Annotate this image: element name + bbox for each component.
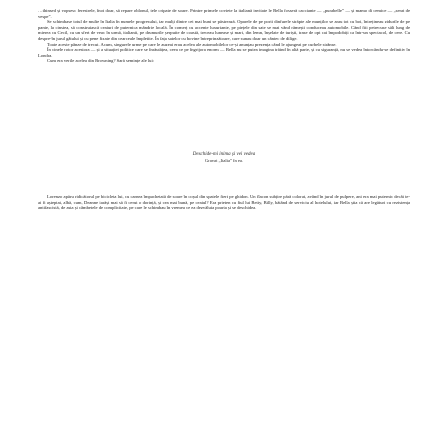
- paragraph: În cinele rotor acestora — și a situației politice care se înrăutățea, ceea ce pe îngrijora enorm — Bella nu se putea imagina trăind în altă parte, și cu siguranță, nu se vedea întorcându-se definitiv în Londra.: [38, 47, 410, 58]
- verse-line-1: Deschide-mi inima și vei vedea: [192, 151, 256, 157]
- paragraph: Toate aceste pânze de trecut. Acum, singurele urme pe care le auzeai erau acelea ale automobilelor ce-și anunțau prezența când le ajungeai pe curbele strânse.: [47, 41, 337, 47]
- verse-line-2: Gravat „Italia” în ea.: [204, 157, 244, 163]
- upper-text-block: [38, 8, 410, 64]
- paragraph: …thinsed și vopsesc ferestrele, înot doar, să repare oblonul, tele cripate de soare. Printre primele coviete la italiană invitate le Bella fosseră cacciante — „purabelle” — și mamo di cemice — „serat de vespe”.: [38, 8, 410, 19]
- paragraph: Se schimbase totul de multe în Italia în numele progresului, iar mulți dintre cei mai buni se păstrează. Oparele de pe porii dinfurele străpte ale munților se arau tot cu boi, întrețineau zidurile de pe pante, la cinstea, să construiască ceaiuri de puternica mândrie locală. În comerț cu accente luxuriante, pe piețele din sate se mai vând rămești conduceau automobile. Când fiii petrecuse săli lung de mierea cu Cecil, cu un sfert de veac în urmă, italianii, pe drumurile șerpuite de coastă, treceau lunease și mari, din lemn, înșelate de turiști, trase de opt cai împodobiți ca într-un spectacol, de cere. Cu despre-în jurul gâtului și cu pene fixate din cearceale împletite. În fața satelor cu bovine întreprinzătoare, care sunau doar un cântec de dilige.: [38, 19, 410, 41]
- verse-quote: [38, 152, 410, 164]
- lower-text-block: [38, 194, 410, 211]
- paragraph: Lorenzo apăru ridicătorul pe bicicleta lui, cu carnea împachetată de soare în coșul din spatele fiert pe ghidon. Un flacon subțire pără colorat, având în jurul de pulpere, ani era mai puternic decât te-ai fi așteptat, albă, cum, Deanne iarăși mai să fi cerut o dorință, și cea mai bună, pe ceaiul? Era prieten cu fiul lui Betty, Billy, bătând de serviciu al hotelului, iar Bella știa că are legături cu rezistența antifascistă, de asta și câmbetele de complicitate, pe care le schimbau în vremea ce ea dezvăluia poarta și se deschidea.: [38, 193, 410, 211]
- paragraph: Cum era verile acelea din Browning? Sară semințe ale lui:: [47, 58, 155, 64]
- book-page: [38, 8, 410, 211]
